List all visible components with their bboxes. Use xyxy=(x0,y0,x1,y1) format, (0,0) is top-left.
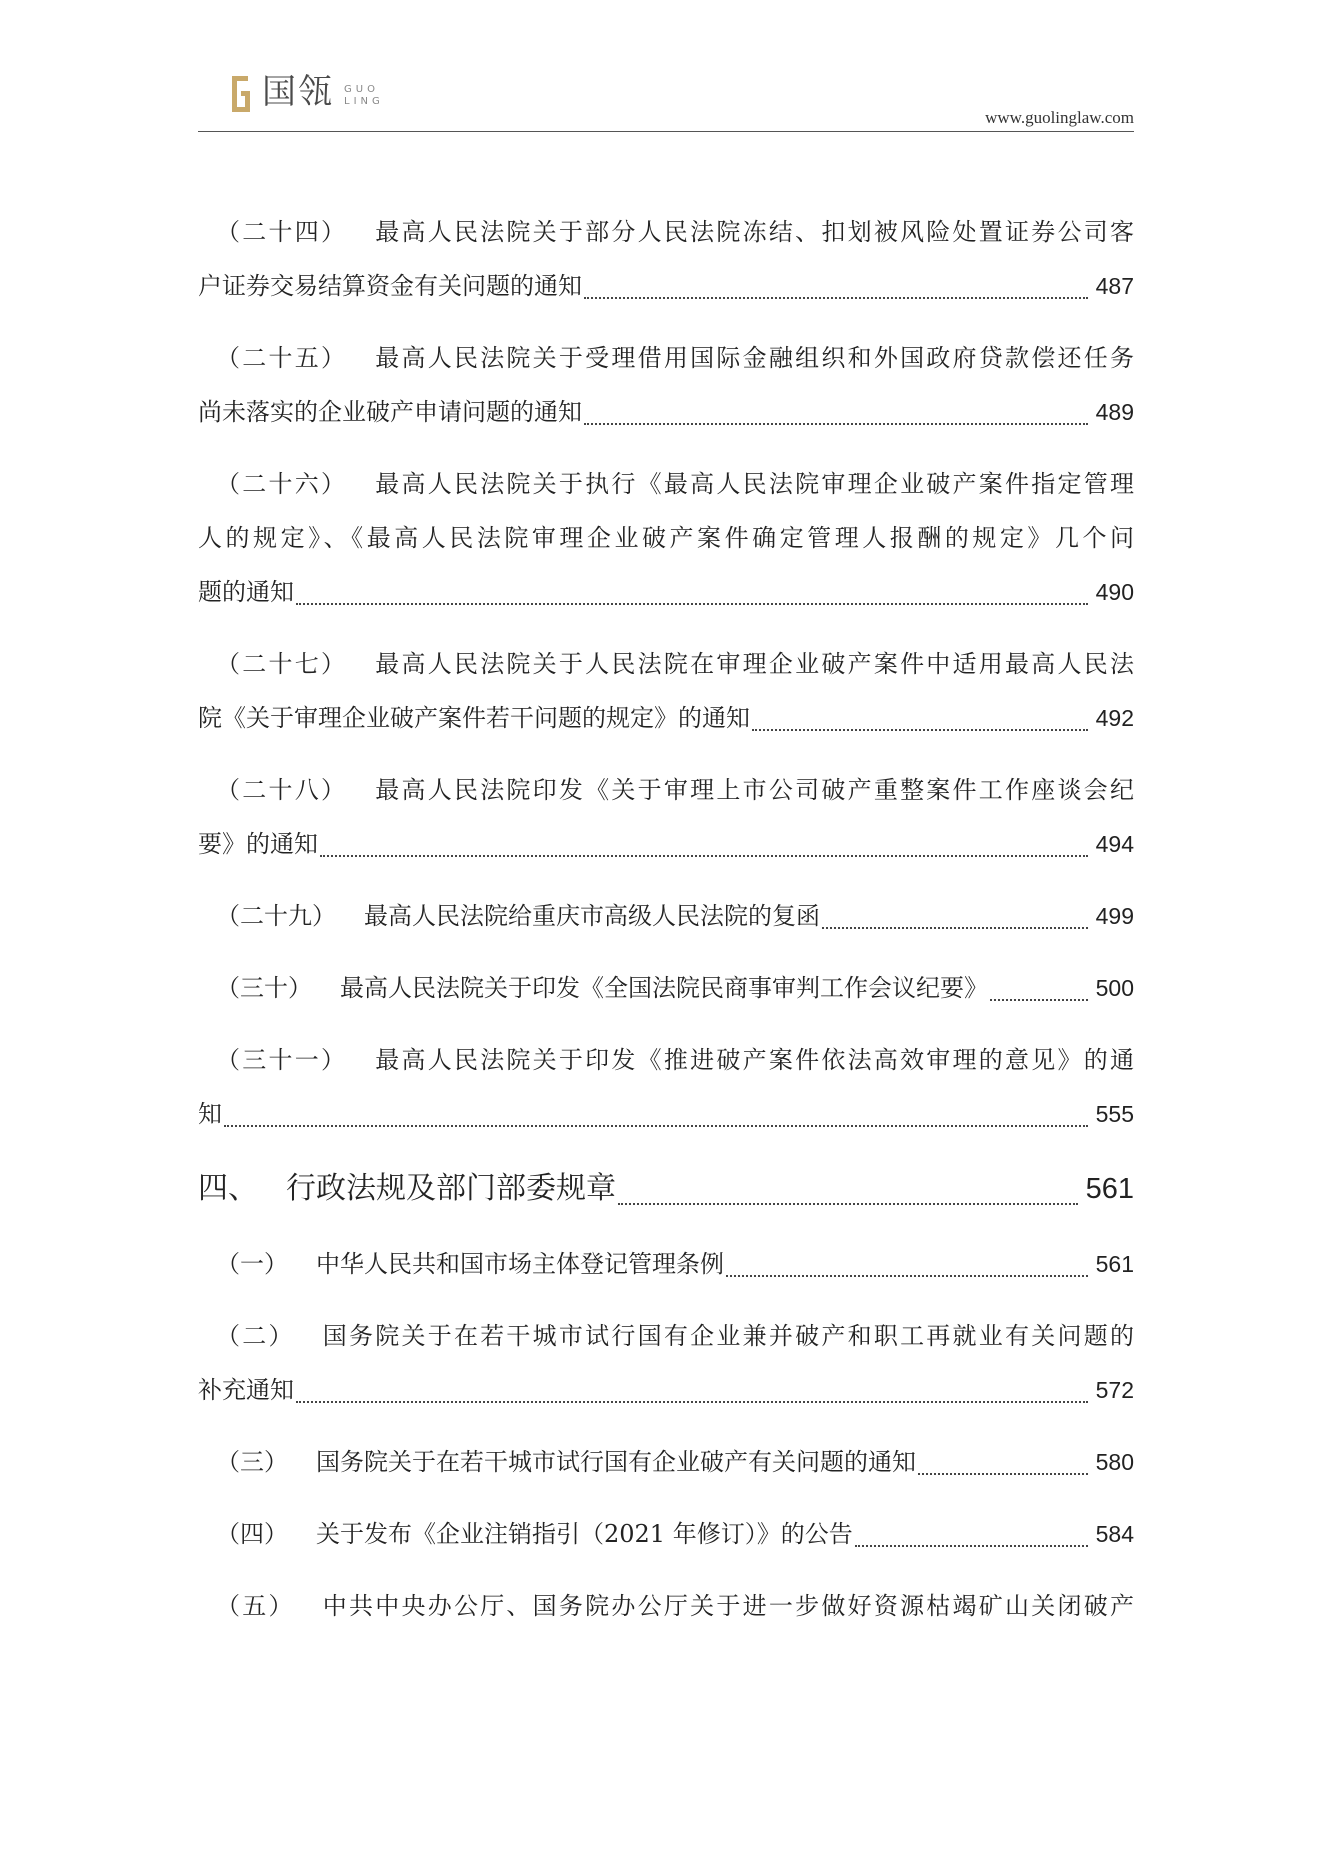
toc-entry xyxy=(198,889,1134,943)
leader-dots xyxy=(320,855,1088,857)
toc-entry-page: 489 xyxy=(1095,399,1134,425)
leader-dots xyxy=(584,297,1088,299)
toc-entry-page: 584 xyxy=(1095,1521,1134,1547)
toc-entry-title: 最高人民法院关于执行《最高人民法院审理企业破产案件指定管理 xyxy=(375,470,1134,498)
logo-english-line-1: GUO xyxy=(344,84,379,95)
leader-dots xyxy=(918,1473,1088,1475)
toc-entry xyxy=(198,457,1134,619)
toc-entry-number: （一） xyxy=(216,1250,288,1278)
toc-entry-lead xyxy=(198,763,1134,817)
toc-entry-page: 572 xyxy=(1095,1377,1134,1403)
toc-entry-title: 国务院关于在若干城市试行国有企业破产有关问题的通知 xyxy=(316,1448,916,1476)
toc-entry-title-cont: 知 xyxy=(198,1100,222,1128)
toc-entry-lead xyxy=(198,637,1134,691)
toc-entry-title-cont: 尚未落实的企业破产申请问题的通知 xyxy=(198,398,582,426)
leader-dots xyxy=(584,423,1088,425)
toc-entry-page: 500 xyxy=(1095,975,1134,1001)
leader-dots xyxy=(296,603,1088,605)
toc-entry-tail xyxy=(198,889,1134,943)
leader-dots xyxy=(822,927,1088,929)
leader-dots xyxy=(618,1203,1078,1205)
toc-entry xyxy=(198,1507,1134,1561)
toc-entry xyxy=(198,961,1134,1015)
toc-entry-tail xyxy=(198,961,1134,1015)
toc-entry-number: （四） xyxy=(216,1520,288,1548)
toc-entry-tail xyxy=(198,1435,1134,1489)
toc-entry-title: 最高人民法院关于印发《全国法院民商事审判工作会议纪要》 xyxy=(340,974,988,1002)
toc-entry-page: 494 xyxy=(1095,831,1134,857)
toc-entry-title: 最高人民法院印发《关于审理上市公司破产重整案件工作座谈会纪 xyxy=(375,776,1134,804)
toc-entry xyxy=(198,1033,1134,1141)
toc-entry-number: （二十五） xyxy=(216,344,348,372)
toc-chapter-number: 四、 xyxy=(198,1171,258,1206)
toc-entry-tail xyxy=(198,817,1134,871)
toc-entry-title: 最高人民法院给重庆市高级人民法院的复函 xyxy=(364,902,820,930)
toc-entry-lead xyxy=(198,457,1134,511)
toc-entry-page: 555 xyxy=(1095,1101,1134,1127)
toc-entry xyxy=(198,1309,1134,1417)
toc-entry xyxy=(198,331,1134,439)
toc-entry-number: （二十四） xyxy=(216,218,348,246)
logo-english xyxy=(344,84,384,108)
toc-entry-lead xyxy=(198,1033,1134,1087)
leader-dots xyxy=(752,729,1088,731)
toc-entry-title-cont: 户证券交易结算资金有关问题的通知 xyxy=(198,272,582,300)
header-divider xyxy=(198,131,1134,132)
toc-entry-lead xyxy=(198,1579,1134,1633)
toc-entry-number: （二十六） xyxy=(216,470,348,498)
toc-entry xyxy=(198,637,1134,745)
toc-entry-tail xyxy=(198,691,1134,745)
toc-entry-tail xyxy=(198,259,1134,313)
leader-dots xyxy=(296,1401,1088,1403)
toc-entry-tail xyxy=(198,565,1134,619)
toc-entry-title: 最高人民法院关于部分人民法院冻结、扣划被风险处置证券公司客 xyxy=(375,218,1134,246)
leader-dots xyxy=(990,999,1088,1001)
toc-chapter-title: 行政法规及部门部委规章 xyxy=(286,1171,616,1206)
toc-entry-page: 492 xyxy=(1095,705,1134,731)
toc-entry-tail xyxy=(198,385,1134,439)
toc-entry-number: （三） xyxy=(216,1448,288,1476)
site-url: www.guolinglaw.com xyxy=(985,108,1134,127)
toc-entry-number: （二十九） xyxy=(216,902,336,930)
toc-entry-number: （三十） xyxy=(216,974,312,1002)
toc-entry xyxy=(198,205,1134,313)
toc-entry-title: 最高人民法院关于印发《推进破产案件依法高效审理的意见》的通 xyxy=(375,1046,1134,1074)
table-of-contents xyxy=(198,205,1134,1633)
toc-entry-page: 561 xyxy=(1095,1251,1134,1277)
toc-entry-lead xyxy=(198,331,1134,385)
leader-dots xyxy=(224,1125,1088,1127)
toc-entry-title: 关于发布《企业注销指引（2021 年修订）》的公告 xyxy=(316,1520,853,1548)
toc-entry-page: 490 xyxy=(1095,579,1134,605)
guoling-logo-icon xyxy=(228,74,254,114)
toc-entry-number: （三十一） xyxy=(216,1046,348,1074)
toc-entry-title-cont: 补充通知 xyxy=(198,1376,294,1404)
leader-dots xyxy=(855,1545,1088,1547)
logo-english-line-2: LING xyxy=(344,96,384,107)
toc-entry-title: 最高人民法院关于人民法院在审理企业破产案件中适用最高人民法 xyxy=(375,650,1134,678)
toc-entry-number: （五） xyxy=(216,1592,295,1620)
toc-entry-page: 580 xyxy=(1095,1449,1134,1475)
toc-entry-tail xyxy=(198,1507,1134,1561)
toc-entry-number: （二） xyxy=(216,1322,295,1350)
toc-chapter-page: 561 xyxy=(1085,1173,1134,1205)
toc-entry-number: （二十七） xyxy=(216,650,348,678)
toc-entry-title: 国务院关于在若干城市试行国有企业兼并破产和职工再就业有关问题的 xyxy=(322,1322,1134,1350)
toc-chapter-line xyxy=(198,1159,1134,1219)
toc-entry-lead-2: 人的规定》、《最高人民法院审理企业破产案件确定管理人报酬的规定》几个问 xyxy=(198,524,1134,552)
toc-entry-tail xyxy=(198,1087,1134,1141)
toc-entry xyxy=(198,1579,1134,1633)
toc-entry-title-cont: 要》的通知 xyxy=(198,830,318,858)
toc-entry xyxy=(198,1237,1134,1291)
toc-entry-page: 487 xyxy=(1095,273,1134,299)
toc-entry-tail xyxy=(198,1363,1134,1417)
toc-entry xyxy=(198,1435,1134,1489)
toc-entry xyxy=(198,763,1134,871)
toc-entry-title: 中共中央办公厅、国务院办公厅关于进一步做好资源枯竭矿山关闭破产 xyxy=(322,1592,1134,1620)
leader-dots xyxy=(726,1275,1088,1277)
toc-entry-lead xyxy=(198,1309,1134,1363)
toc-entry-number: （二十八） xyxy=(216,776,348,804)
toc-entry-title-cont: 院《关于审理企业破产案件若干问题的规定》的通知 xyxy=(198,704,750,732)
toc-entry-title: 中华人民共和国市场主体登记管理条例 xyxy=(316,1250,724,1278)
toc-entry-title: 最高人民法院关于受理借用国际金融组织和外国政府贷款偿还任务 xyxy=(375,344,1134,372)
toc-entry-lead xyxy=(198,205,1134,259)
toc-entry-tail xyxy=(198,1237,1134,1291)
toc-entry-title-cont: 题的通知 xyxy=(198,578,294,606)
toc-chapter xyxy=(198,1159,1134,1219)
logo-text: 国瓴 xyxy=(262,72,334,112)
toc-entry-page: 499 xyxy=(1095,903,1134,929)
